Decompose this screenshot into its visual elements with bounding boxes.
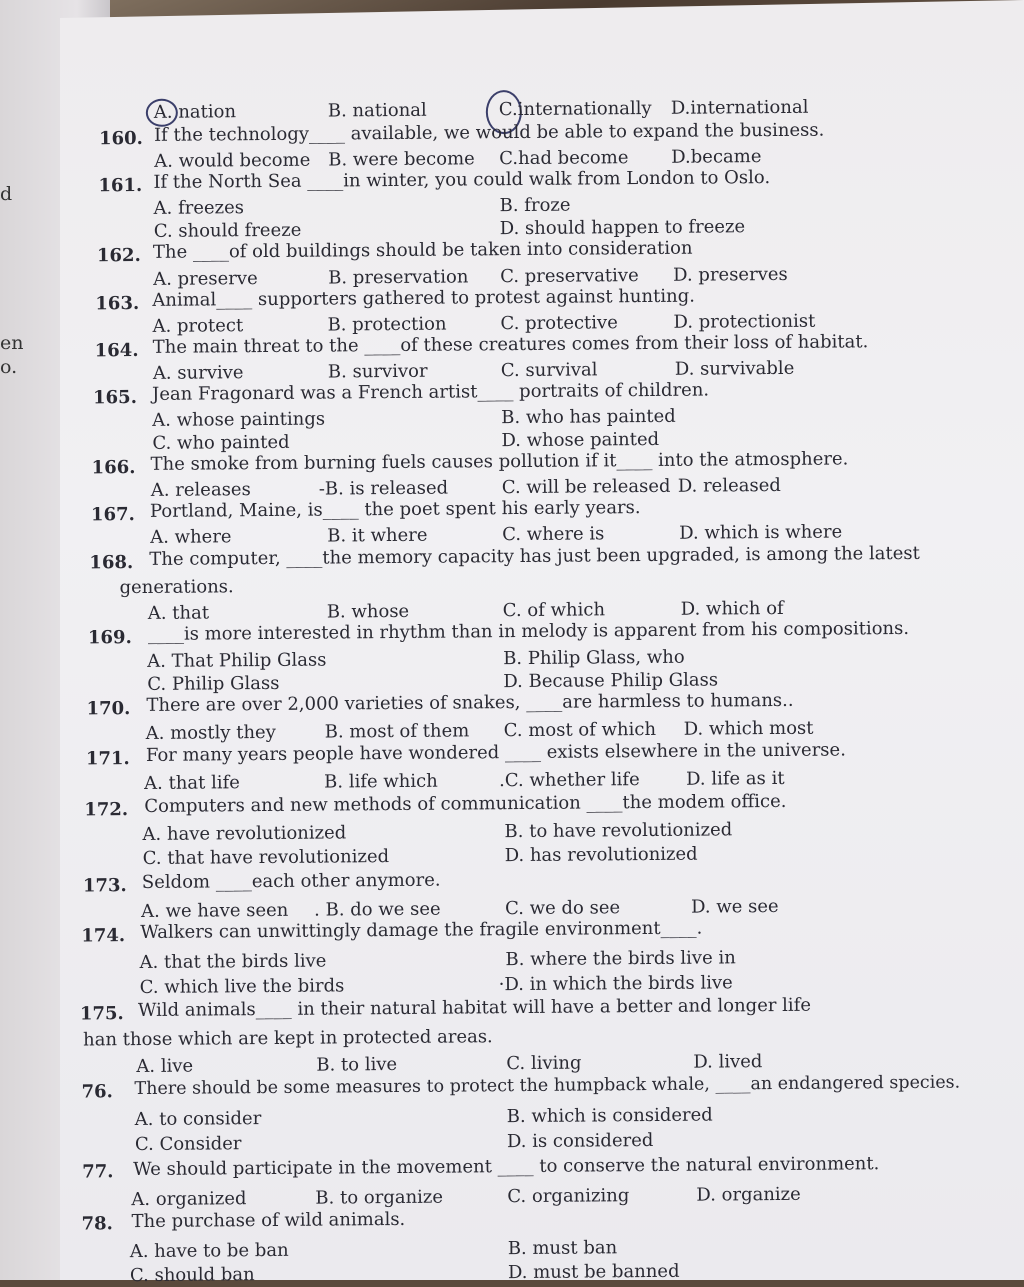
option-b: -B. is released xyxy=(318,477,449,500)
option-b: B. who has painted xyxy=(501,405,676,429)
option-b: B. preservation xyxy=(328,266,469,289)
question-text: The ____of old buildings should be taken into consideration xyxy=(152,237,693,263)
question-text: Computers and new methods of communication ____the modem office. xyxy=(144,790,787,817)
option-c: C.internationally xyxy=(498,97,652,121)
question-number: 163. xyxy=(95,292,140,315)
left-fragment: en xyxy=(0,332,24,354)
option-d: D. which is where xyxy=(679,521,843,544)
question-text: There should be some measures to protect the humpback whale, ____an endangered species. xyxy=(134,1072,961,1100)
option-a: A. survive xyxy=(152,362,244,384)
option-b: B. Philip Glass, who xyxy=(503,646,685,670)
option-a: A. protect xyxy=(152,315,244,337)
question-text: Walkers can unwittingly damage the fragile environment____. xyxy=(140,917,703,943)
option-d: D. Because Philip Glass xyxy=(503,669,719,693)
option-c: C. organizing xyxy=(507,1185,630,1208)
option-c: C.had become xyxy=(499,147,629,170)
left-fragment: d xyxy=(0,183,13,205)
option-d: D. preserves xyxy=(673,263,788,286)
option-c: C. Consider xyxy=(134,1133,242,1156)
option-d: D. organize xyxy=(696,1183,801,1206)
option-c: C. living xyxy=(506,1052,582,1075)
question-number: 175. xyxy=(79,1003,124,1025)
option-d: D. must be banned xyxy=(507,1260,680,1284)
option-b: B. froze xyxy=(499,194,571,217)
option-a: A. that the birds live xyxy=(139,950,327,973)
question-text: Wild animals____ in their natural habitat will have a better and longer life xyxy=(137,994,812,1022)
question-text: Jean Fragonard was a French artist____ portraits of children. xyxy=(151,379,710,405)
option-b: B. were become xyxy=(328,148,475,171)
option-d: D. lived xyxy=(693,1051,763,1073)
option-a: A. have revolutionized xyxy=(142,822,347,845)
question-text-continued: han those which are kept in protected areas. xyxy=(83,1026,493,1051)
option-b: B. most of them xyxy=(324,720,470,743)
option-c: C. we do see xyxy=(505,897,621,920)
question-text: Animal____ supporters gathered to protest against hunting. xyxy=(152,285,695,311)
option-a: A. preserve xyxy=(153,268,258,290)
question-text: The purchase of wild animals. xyxy=(131,1208,406,1233)
option-c: C. Philip Glass xyxy=(147,672,280,695)
left-fragment: o. xyxy=(0,356,18,378)
question-number: 174. xyxy=(81,925,126,947)
question-text: ____is more interested in rhythm than in melody is apparent from his compositions. xyxy=(147,617,910,645)
question-number: 167. xyxy=(90,504,135,526)
question-number: 168. xyxy=(89,552,134,574)
option-b: B. survivor xyxy=(327,360,428,383)
option-c: C. where is xyxy=(502,523,605,546)
option-d: D. is considered xyxy=(506,1129,654,1153)
question-text: The main threat to the ____of these creatures comes from their loss of habitat. xyxy=(152,331,869,358)
question-number: 173. xyxy=(82,875,127,897)
option-a: A. where xyxy=(150,526,232,548)
option-c: C. protective xyxy=(500,312,618,335)
question-text: We should participate in the movement ____ to conserve the natural environment. xyxy=(133,1153,880,1181)
option-d: D. protectionist xyxy=(673,310,816,333)
question-number: 77. xyxy=(82,1161,114,1183)
option-a: A. we have seen xyxy=(141,899,289,922)
question-number: 169. xyxy=(87,627,132,649)
option-a: A. mostly they xyxy=(145,721,276,744)
option-a: A. that life xyxy=(144,772,240,794)
option-d: D. whose painted xyxy=(501,428,660,452)
option-c: C. preservative xyxy=(500,265,639,288)
question-number: 160. xyxy=(98,127,143,150)
option-a: A. releases xyxy=(150,479,251,501)
option-c: .C. whether life xyxy=(499,769,640,792)
option-a: A. whose paintings xyxy=(152,408,326,431)
option-b: B. it where xyxy=(327,524,428,547)
question-number: 162. xyxy=(96,244,141,267)
option-b: B. whose xyxy=(326,600,410,623)
option-c: C. survival xyxy=(500,359,598,382)
option-b: B. to organize xyxy=(315,1186,444,1209)
question-text: The smoke from burning fuels causes pollution if it____ into the atmosphere. xyxy=(150,448,849,475)
option-b: B. which is considered xyxy=(506,1104,713,1128)
option-d: D. has revolutionized xyxy=(504,843,698,867)
option-d: D. we see xyxy=(691,895,779,918)
option-a: A. nation xyxy=(153,101,237,123)
option-a: A. have to be ban xyxy=(129,1239,289,1263)
option-c: C. should freeze xyxy=(153,219,302,242)
question-number: 171. xyxy=(85,748,130,770)
option-b: B. life which xyxy=(324,770,438,793)
option-d: D.became xyxy=(671,146,762,168)
option-b: B. national xyxy=(327,99,427,122)
option-a: A. live xyxy=(136,1055,194,1078)
option-a: A. would become xyxy=(154,149,311,172)
option-b: . B. do we see xyxy=(314,898,441,921)
option-d: D. life as it xyxy=(686,767,785,790)
option-b: B. where the birds live in xyxy=(505,947,736,971)
option-a: A. that xyxy=(147,602,210,624)
option-d: D. released xyxy=(677,474,781,497)
option-d: ·D. in which the birds live xyxy=(498,972,733,996)
question-text: Seldom ____each other anymore. xyxy=(141,869,441,893)
question-number: 170. xyxy=(86,698,131,720)
question-text: If the technology____ available, we would be able to expand the business. xyxy=(153,119,825,146)
question-text-continued: generations. xyxy=(119,576,234,599)
option-d: D. which most xyxy=(683,717,814,740)
option-d: D. survivable xyxy=(674,357,795,380)
question-number: 76. xyxy=(81,1081,113,1103)
question-text: Portland, Maine, is____ the poet spent his early years. xyxy=(149,497,641,522)
option-a: A. freezes xyxy=(153,197,245,219)
option-c: C. which live the birds xyxy=(139,975,345,998)
option-b: B. to live xyxy=(316,1053,398,1076)
option-a: A. That Philip Glass xyxy=(147,649,327,672)
option-b: B. must ban xyxy=(507,1237,618,1260)
option-a: A. organized xyxy=(131,1188,247,1211)
option-b: B. protection xyxy=(327,313,447,336)
question-number: 172. xyxy=(84,799,129,821)
option-d: D. which of xyxy=(680,597,784,620)
question-text: For many years people have wondered ____ exists elsewhere in the universe. xyxy=(145,739,846,766)
question-number: 78. xyxy=(81,1213,113,1235)
question-number: 161. xyxy=(98,174,143,197)
option-a: A. to consider xyxy=(134,1108,262,1131)
question-number: 164. xyxy=(94,339,139,362)
option-d: D.international xyxy=(670,96,809,119)
option-b: B. to have revolutionized xyxy=(504,819,733,843)
option-c: C. will be released xyxy=(501,475,671,499)
option-c: C. of which xyxy=(502,599,606,622)
option-c: C. who painted xyxy=(152,431,290,454)
option-d: D. should happen to freeze xyxy=(499,216,746,240)
question-text: The computer, ____the memory capacity has just been upgraded, is among the latest xyxy=(149,542,920,570)
option-c: C. should ban xyxy=(129,1264,255,1287)
question-number: 166. xyxy=(91,457,136,479)
option-c: C. most of which xyxy=(503,718,657,742)
question-text: If the North Sea ____in winter, you could walk from London to Oslo. xyxy=(153,167,771,193)
question-text: There are over 2,000 varieties of snakes, ____are harmless to humans.. xyxy=(146,689,794,716)
question-number: 165. xyxy=(93,387,138,409)
option-c: C. that have revolutionized xyxy=(142,846,390,869)
